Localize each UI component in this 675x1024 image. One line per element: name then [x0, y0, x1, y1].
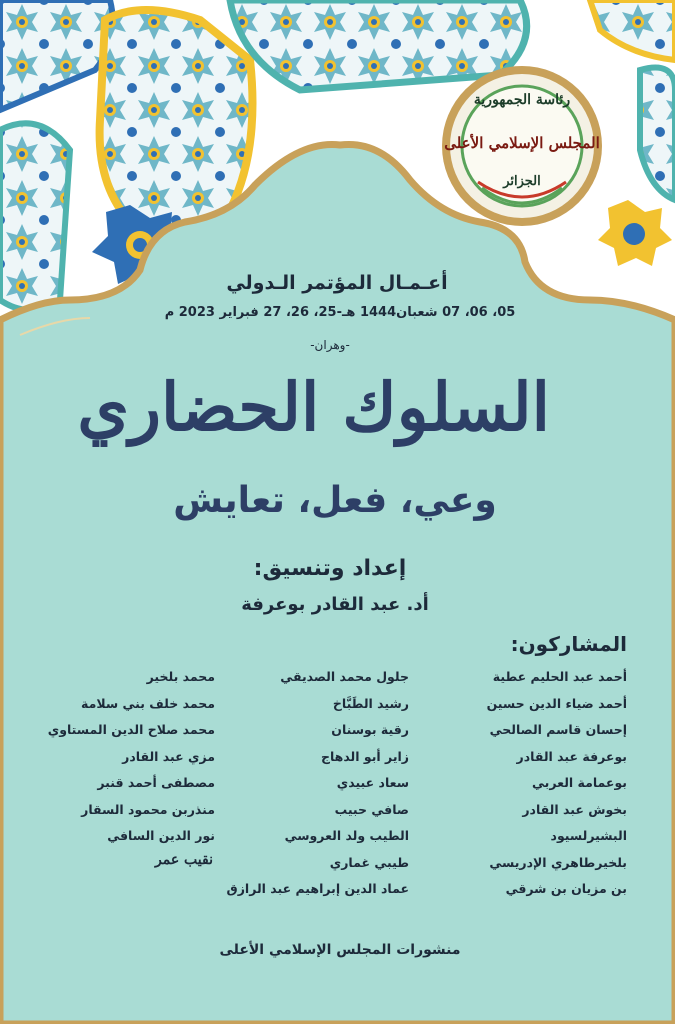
participant-name: منذربن محمود السقار — [81, 801, 215, 817]
participant-name: جلول محمد الصديقي — [280, 669, 409, 684]
participant-name: صافي حبيب — [334, 801, 409, 817]
participant-name: أحمد ضياء الدين حسين — [486, 695, 627, 711]
participant-name: محمد بلخير — [146, 669, 215, 684]
participant-extra-name: نقيب عمر — [155, 852, 213, 868]
participant-name: سعاد عبيدي — [336, 775, 409, 790]
participant-name: أحمد عبد الحليم عطية — [492, 669, 627, 684]
book-title: السلوك الحضاري — [77, 368, 550, 446]
participant-name: بن مزيان بن شرقي — [505, 881, 627, 896]
participant-name: إحسان قاسم الصالحي — [489, 722, 627, 737]
publisher-line: منشورات المجلس الإسلامي الأعلى — [219, 942, 461, 958]
participant-name: بوعمامة العربي — [532, 775, 627, 790]
participant-name: رشيد الطَبَّاخ — [332, 695, 409, 711]
participants-column-2 — [219, 664, 409, 903]
participants-column-1 — [427, 664, 627, 903]
conference-title: أعـمـال المؤتمر الـدولي — [226, 272, 448, 294]
participant-name: عماد الدين إبراهيم عبد الرازق — [226, 881, 409, 896]
seal-text-presidency: رئاسة الجمهورية — [473, 92, 571, 108]
participant-name: رقية بوسنان — [331, 722, 409, 737]
participant-name: محمد خلف بني سلامة — [81, 695, 215, 711]
participant-name: زاير أبو الدهاج — [320, 748, 409, 764]
conference-dates: 05، 06، 07 شعبان1444 هـ-25، 26، 27 فبراير 2023 م — [164, 305, 516, 320]
participant-name: طيبي غماري — [329, 854, 409, 870]
participant-name: بلخيرطاهري الإدريسي — [489, 854, 627, 870]
preparation-label: إعداد وتنسيق: — [253, 556, 407, 581]
participants-column-3 — [25, 664, 215, 850]
participant-name: محمد صلاح الدين المستاوي — [47, 722, 215, 737]
conference-city: -وهران- — [310, 338, 350, 352]
participant-name: البشيرلسيود — [550, 828, 627, 843]
participant-name: بوعرفة عبد القادر — [516, 748, 627, 764]
participant-name: بخوش عبد القادر — [522, 801, 627, 817]
book-subtitle: وعي، فعل، تعايش — [173, 480, 497, 521]
seal-text-country: الجزائر — [503, 174, 541, 189]
participant-name: الطيب ولد العروسي — [284, 828, 409, 843]
council-seal — [438, 62, 606, 230]
participant-name: نور الدين السافي — [107, 828, 215, 843]
seal-text-council: المجلس الإسلامي الأعلى — [444, 134, 600, 152]
participant-name: مصطفى أحمد قنبر — [97, 775, 215, 790]
participants-heading: المشاركون: — [510, 632, 627, 656]
participant-name: مزي عبد القادر — [122, 748, 215, 764]
coordinator-name: أد. عبد القادر بوعرفة — [241, 594, 429, 615]
